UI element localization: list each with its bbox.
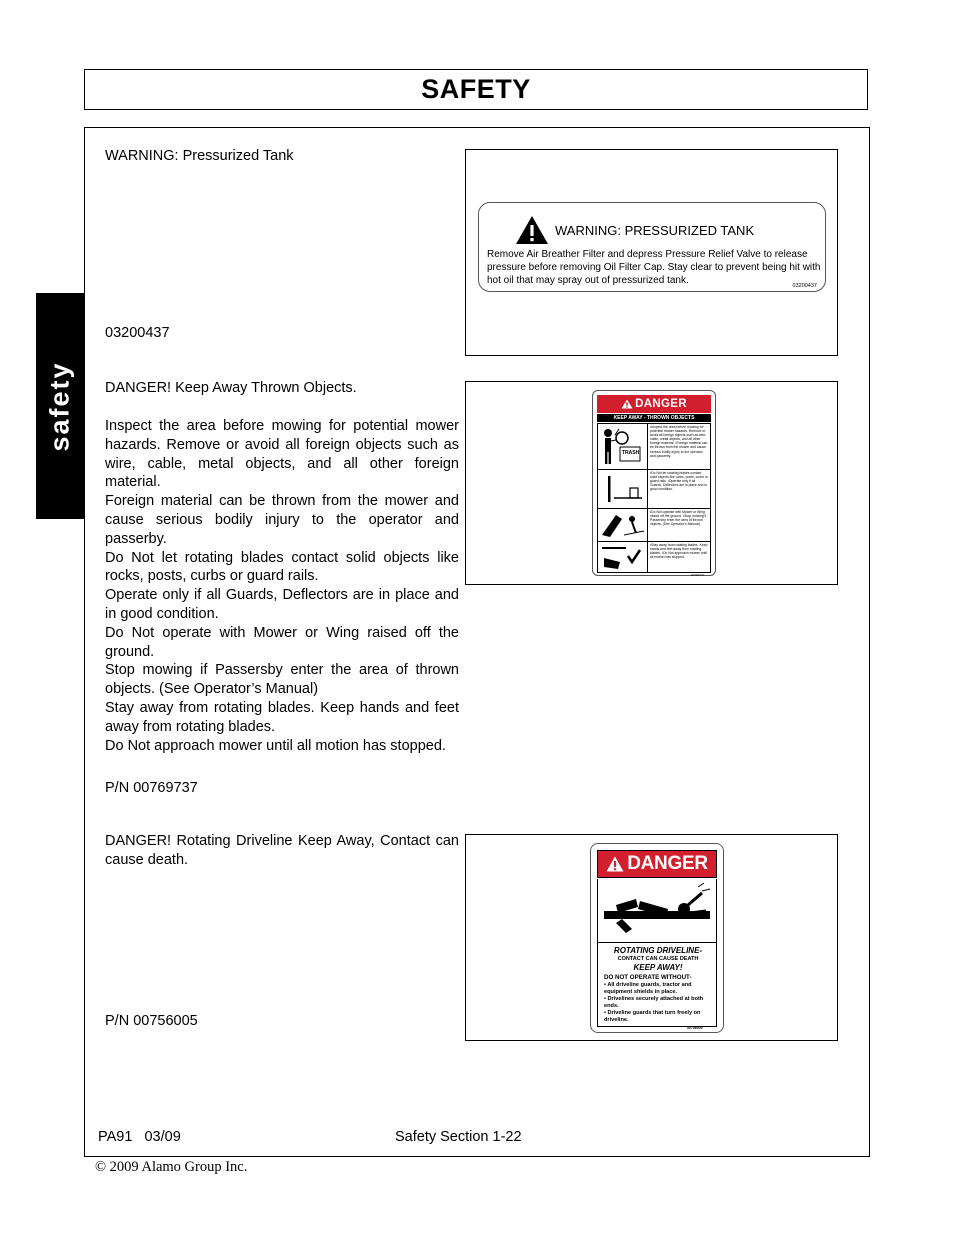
decal-line: ROTATING DRIVELINE- (613, 946, 703, 955)
decal-pressurized-tank (478, 202, 826, 292)
decal-line: CONTACT CAN CAUSE DEATH (617, 956, 699, 962)
copyright: © 2009 Alamo Group Inc. (95, 1159, 248, 1175)
wing-raised-icon (598, 509, 646, 540)
list-item: • Driveline guards that turn freely on driveline. (604, 1010, 701, 1024)
page-title: SAFETY (421, 74, 531, 104)
list-item: • All driveline guards, tractor and equipment shields in place. (604, 982, 692, 996)
decal-code: 00769737 (691, 573, 705, 577)
figure-pressurized-tank (465, 149, 838, 356)
decal-row (598, 424, 710, 470)
decal-row (598, 509, 710, 542)
footer-page-number: Safety Section 1-22 (395, 1129, 522, 1145)
section-heading-driveline: DANGER! Rotating Driveline Keep Away, Contact can cause death. (105, 833, 459, 868)
thrown-objects-body (105, 417, 459, 755)
paragraph: Stop mowing if Passersby enter the area of thrown objects. (See Operator’s Manual) (105, 662, 459, 698)
decal-danger-header (597, 850, 717, 878)
warning-triangle-icon (515, 215, 549, 245)
part-number-thrown-objects: P/N 00769737 (105, 780, 198, 796)
decal-row-text: •Inspect the area before mowing for potential mower hazards. Remove or avoid all foreign objects such as wire, cable, metal objects, and all other foreign material. •Foreign material can be thrown from the mower and cause serious bodily injury to the operator and passerby. (650, 425, 708, 458)
decal-row-text: •Do Not let rotating blades contact solid objects like rocks, posts, curbs or guard rails. •Operate only if all Guards, Deflectors are in place and in good condition. (650, 471, 708, 492)
paragraph: Foreign material can be thrown from the mower and cause serious bodily injury to the operator and passerby. (105, 493, 459, 547)
guard-post-icon (598, 470, 646, 507)
paragraph: Do Not operate with Mower or Wing raised off the ground. (105, 624, 459, 660)
paragraph: Do Not let rotating blades contact solid objects like rocks, posts, curbs or guard rails. (105, 549, 459, 585)
warning-triangle-icon (621, 399, 633, 409)
part-number-driveline: P/N 00756005 (105, 1013, 198, 1029)
decal-header-text: DANGER (635, 398, 687, 410)
rotating-blade-hand-icon (598, 542, 646, 572)
decal-line: DO NOT OPERATE WITHOUT- (604, 974, 692, 981)
footer-model-date: PA91 03/09 (98, 1129, 181, 1145)
thrown-objects-person-icon (598, 424, 646, 468)
section-heading-pressurized-tank: WARNING: Pressurized Tank (105, 148, 294, 164)
decal-picture (598, 424, 648, 469)
decal-row (598, 542, 710, 573)
decal-subheader: KEEP AWAY - THROWN OBJECTS (597, 414, 711, 422)
decal-text-panel (597, 943, 717, 1027)
decal-row-text: •Do Not operate with Mower or Wing raised off the ground. •Stop mowing if Passersby enter the area of thrown objects. (See Operator’s Manual) (650, 510, 707, 527)
driveline-entanglement-icon (598, 879, 716, 941)
decal-thrown-objects (592, 390, 716, 576)
decal-list (604, 982, 716, 1025)
paragraph: Operate only if all Guards, Deflectors are in place and in good condition. (105, 587, 459, 622)
list-item: • Drivelines securely attached at both ends. (604, 996, 704, 1010)
decal-body: Remove Air Breather Filter and depress Pressure Relief Valve to release pressure before removing Oil Filter Cap. Stay clear to prevent being hit with hot oil that may spray out of pressurized tank. (487, 249, 821, 286)
decal-title: WARNING: PRESSURIZED TANK (555, 223, 755, 238)
section-heading-thrown-objects: DANGER! Keep Away Thrown Objects. (105, 380, 357, 396)
warning-triangle-icon (606, 856, 624, 872)
figure-driveline (465, 834, 838, 1041)
decal-row (598, 470, 710, 509)
trash-label: TRASH (622, 450, 640, 456)
side-tab-label: safety (44, 360, 75, 452)
decal-picture (598, 542, 648, 573)
decal-header-text: DANGER (627, 853, 708, 874)
decal-driveline (590, 843, 724, 1033)
decal-danger-header (597, 395, 711, 413)
decal-grid (597, 423, 711, 573)
paragraph: Inspect the area before mowing for potential mower hazards. Remove or avoid all foreign objects such as wire, cable, metal objects, and all other foreign material. (105, 418, 459, 491)
decal-picture (597, 879, 717, 943)
decal-picture (598, 509, 648, 541)
part-number-pressurized-tank: 03200437 (105, 325, 170, 341)
decal-line: KEEP AWAY! (633, 963, 683, 972)
figure-thrown-objects (465, 381, 838, 585)
decal-code: 03200437 (792, 283, 817, 289)
paragraph: Do Not approach mower until all motion has stopped. (105, 737, 446, 754)
page-header (84, 69, 868, 110)
decal-code: 00756005 (687, 1026, 703, 1030)
paragraph: Stay away from rotating blades. Keep hands and feet away from rotating blades. (105, 699, 459, 735)
decal-row-text: •Stay away from rotating blades. Keep hands and feet away from rotating blades. •Do Not approach mower until all motion has stopped. (650, 543, 708, 560)
side-tab (36, 293, 84, 519)
decal-picture (598, 470, 648, 508)
